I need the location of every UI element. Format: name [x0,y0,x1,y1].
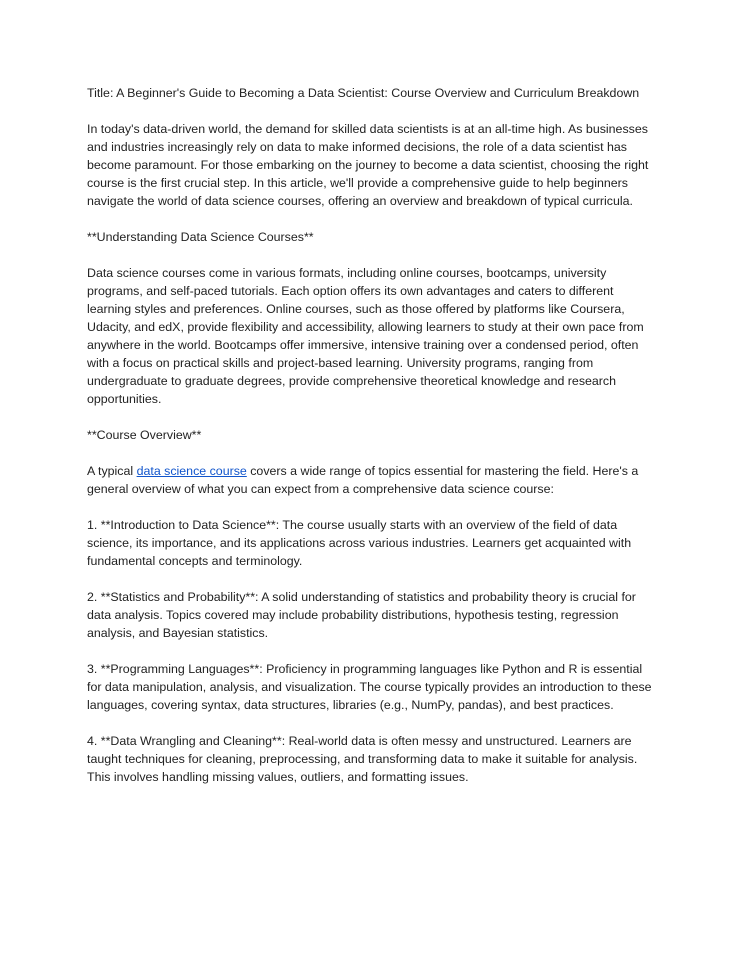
list-item-programming: 3. **Programming Languages**: Proficiency in programming languages like Python and R is essential for data manipulation, analysis, and visualization. The course typically provides an introduction to these languages, covering syntax, data structures, libraries (e.g., NumPy, pandas), and best practices. [87,662,652,712]
overview-prefix: A typical [87,464,137,478]
document-page [87,84,657,804]
section-heading-understanding: **Understanding Data Science Courses** [87,230,314,244]
list-item-intro-data-science: 1. **Introduction to Data Science**: The course usually starts with an overview of the field of data science, its importance, and its applications across various industries. Learners get acquainted with fundamental concepts and terminology. [87,518,632,568]
intro-paragraph: In today's data-driven world, the demand for skilled data scientists is at an all-time high. As businesses and industries increasingly rely on data to make informed decisions, the role of a data scientist has become paramount. For those embarking on the journey to become a data scientist, choosing the right course is the first crucial step. In this article, we'll provide a comprehensive guide to help beginners navigate the world of data science courses, offering an overview and breakdown of typical curricula. [87,122,649,208]
list-item-data-wrangling: 4. **Data Wrangling and Cleaning**: Real-world data is often messy and unstructured. Learners are taught techniques for cleaning, preprocessing, and transforming data to make it suitable for analysis. This involves handling missing values, outliers, and formatting issues. [87,734,638,784]
list-item-statistics: 2. **Statistics and Probability**: A solid understanding of statistics and probability theory is crucial for data analysis. Topics covered may include probability distributions, hypothesis testing, regression analysis, and Bayesian statistics. [87,590,636,640]
overview-paragraph [87,462,657,498]
document-title: Title: A Beginner's Guide to Becoming a Data Scientist: Course Overview and Curriculum Breakdown [87,86,640,100]
understanding-paragraph: Data science courses come in various formats, including online courses, bootcamps, university programs, and self-paced tutorials. Each option offers its own advantages and caters to different learning styles and preferences. Online courses, such as those offered by platforms like Coursera, Udacity, and edX, provide flexibility and accessibility, allowing learners to study at their own pace from anywhere in the world. Bootcamps offer immersive, intensive training over a condensed period, often with a focus on practical skills and project-based learning. University programs, ranging from undergraduate to graduate degrees, provide comprehensive theoretical knowledge and research opportunities. [87,266,644,406]
overview-suffix: covers a wide range of topics essential for mastering the field. Here's a general overview of what you can expect from a comprehensive data science course: [87,464,639,496]
section-heading-course-overview: **Course Overview** [87,428,202,442]
data-science-course-link[interactable]: data science course [136,464,247,478]
